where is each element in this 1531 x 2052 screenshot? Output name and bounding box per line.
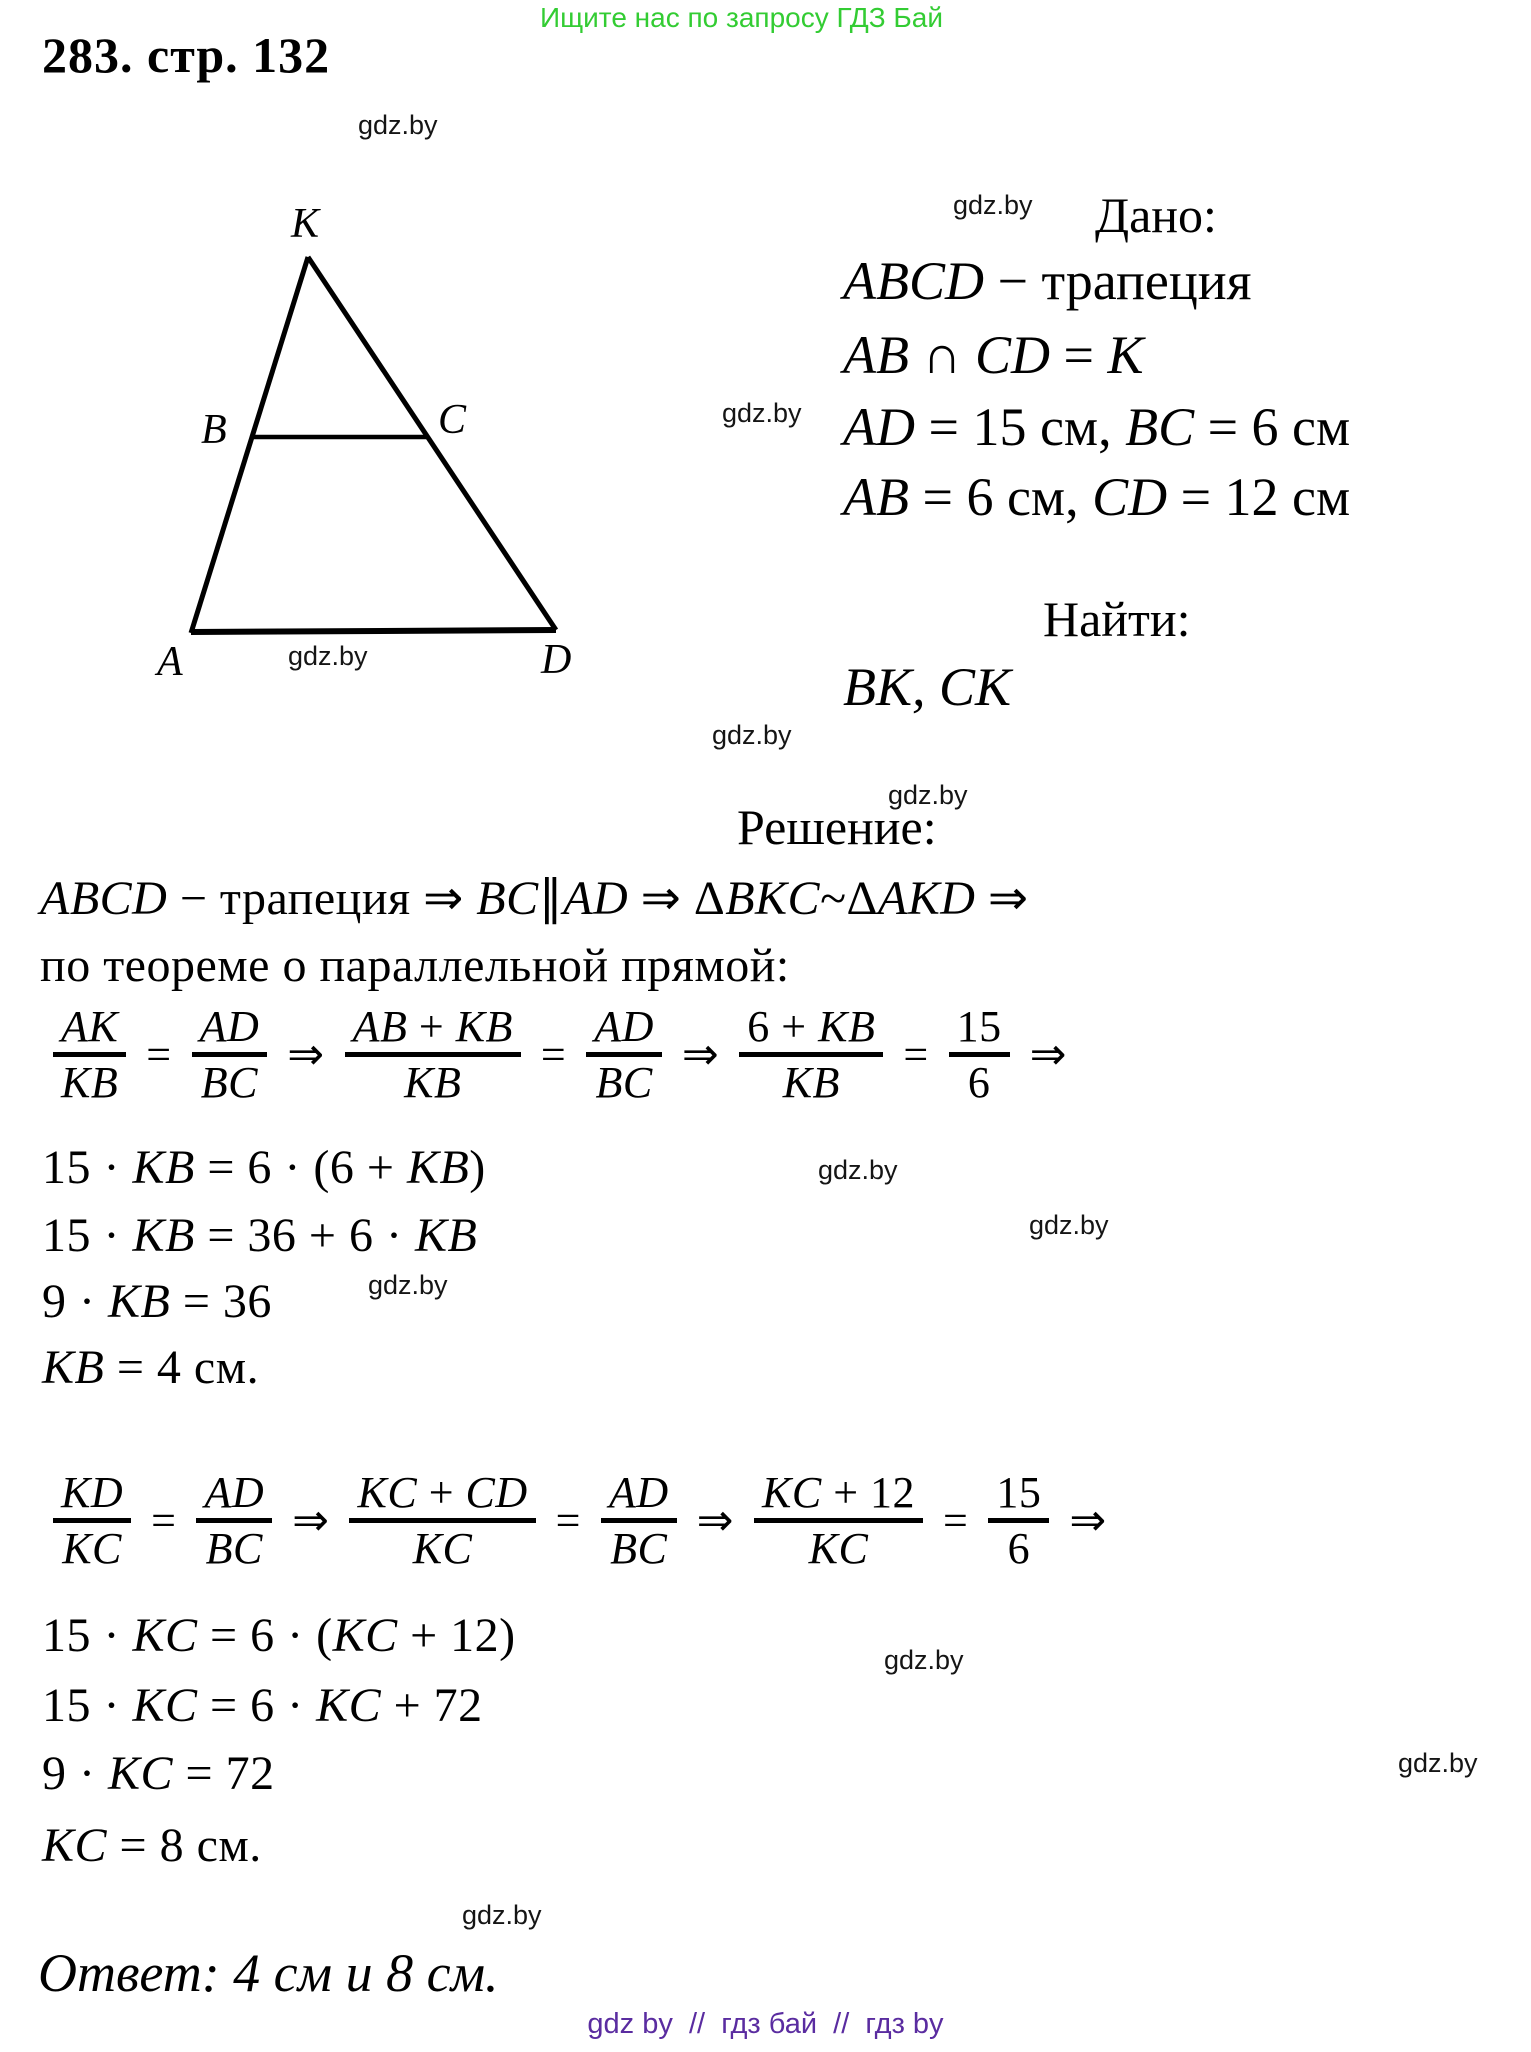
fraction-bar: [349, 1518, 535, 1523]
watermark-gdzby: gdz.by: [888, 780, 968, 810]
proportion-row-2: [45, 1468, 1119, 1574]
given-line-2: AB ∩ CD = K: [843, 325, 1144, 385]
operator: =: [146, 1030, 172, 1080]
watermark-gdzby: gdz.by: [462, 1900, 542, 1930]
proportion-row-1: [45, 1002, 1079, 1108]
equation-step: KC = 8 см.: [42, 1819, 262, 1872]
watermark-gdzby: gdz.by: [288, 641, 368, 671]
fraction-bar: [739, 1052, 883, 1057]
vertex-label-D: D: [541, 637, 572, 683]
fraction-bar: [601, 1518, 677, 1523]
fraction-bar: [754, 1518, 923, 1523]
figure-trapezoid: [0, 0, 700, 720]
watermark-gdzby: gdz.by: [358, 110, 438, 140]
equation-step: 15 · KB = 36 + 6 · KB: [42, 1209, 478, 1262]
equation-step: 9 · KB = 36: [42, 1275, 272, 1328]
page-title: 283. стр. 132: [42, 27, 331, 83]
equation-step: KB = 4 см.: [42, 1341, 260, 1394]
operator: ⇒: [292, 1496, 330, 1546]
fraction: AK KB: [53, 1002, 126, 1108]
fraction-bar: [988, 1518, 1049, 1523]
vertex-label-B: B: [201, 407, 227, 453]
fraction: KC + 12 KC: [754, 1468, 923, 1574]
watermark-gdzby: gdz.by: [722, 398, 802, 428]
footer-branding: gdz by // гдз бай // гдз by: [587, 2008, 944, 2040]
given-line-3: AD = 15 см, BC = 6 см: [843, 397, 1351, 457]
watermark-gdzby: gdz.by: [884, 1645, 964, 1675]
fraction: AD BC: [601, 1468, 677, 1574]
operator: =: [151, 1496, 177, 1546]
fraction-bar: [586, 1052, 662, 1057]
promo-banner: Ищите нас по запросу ГДЗ Бай: [540, 2, 944, 33]
fraction: AD BC: [192, 1002, 268, 1108]
operator: ⇒: [1029, 1030, 1068, 1080]
find-heading: Найти:: [1043, 591, 1191, 647]
fraction: 15 6: [988, 1468, 1049, 1574]
fraction-bar: [949, 1052, 1010, 1057]
find-line: BK, CK: [843, 657, 1012, 717]
figure-drawing: [0, 0, 700, 720]
fraction: AD BC: [196, 1468, 272, 1574]
equation-step: 9 · KC = 72: [42, 1747, 275, 1800]
watermark-gdzby: gdz.by: [1398, 1748, 1478, 1778]
fraction: KC + CD KC: [349, 1468, 535, 1574]
answer-line: Ответ: 4 см и 8 см.: [38, 1943, 499, 2003]
operator: ⇒: [696, 1496, 734, 1546]
fraction-bar: [53, 1518, 131, 1523]
operator: =: [540, 1030, 567, 1080]
fraction: AB + KB KB: [345, 1002, 521, 1108]
fraction-bar: [196, 1518, 272, 1523]
operator: =: [903, 1030, 929, 1080]
operator: ⇒: [287, 1030, 325, 1080]
given-line-4: AB = 6 см, CD = 12 см: [843, 467, 1351, 527]
fraction-bar: [53, 1052, 126, 1057]
line-KD: [308, 257, 556, 630]
vertex-label-C: C: [438, 397, 467, 443]
fraction: KD KC: [53, 1468, 131, 1574]
operator: =: [555, 1496, 581, 1546]
watermark-gdzby: gdz.by: [818, 1155, 898, 1185]
watermark-gdzby: gdz.by: [1029, 1210, 1109, 1240]
operator: =: [943, 1496, 969, 1546]
equation-step: 15 · KC = 6 · KC + 72: [42, 1679, 483, 1732]
watermark-gdzby: gdz.by: [368, 1270, 448, 1300]
line-AD: [191, 630, 556, 632]
operator: ⇒: [681, 1030, 720, 1080]
fraction: 15 6: [949, 1002, 1010, 1108]
fraction: AD BC: [586, 1002, 662, 1108]
fraction-bar: [345, 1052, 521, 1057]
solution-intro-line-2: по теореме о параллельной прямой:: [40, 939, 790, 992]
solution-intro-line-1: ABCD − трапеция ⇒ BC∥AD ⇒ ΔBKC~ΔAKD ⇒: [40, 872, 1029, 925]
fraction-bar: [192, 1052, 268, 1057]
solution-heading: Решение:: [737, 799, 937, 855]
watermark-gdzby: gdz.by: [712, 720, 792, 750]
equation-step: 15 · KC = 6 · (KC + 12): [42, 1609, 516, 1662]
watermark-gdzby: gdz.by: [953, 190, 1033, 220]
fraction: 6 + KB KB: [739, 1002, 883, 1108]
given-line-1: ABCD − трапеция: [843, 251, 1252, 311]
vertex-label-K: K: [291, 201, 320, 247]
vertex-label-A: A: [157, 639, 183, 685]
equation-step: 15 · KB = 6 · (6 + KB): [42, 1141, 486, 1194]
given-heading: Дано:: [1095, 187, 1217, 243]
operator: ⇒: [1069, 1496, 1107, 1546]
